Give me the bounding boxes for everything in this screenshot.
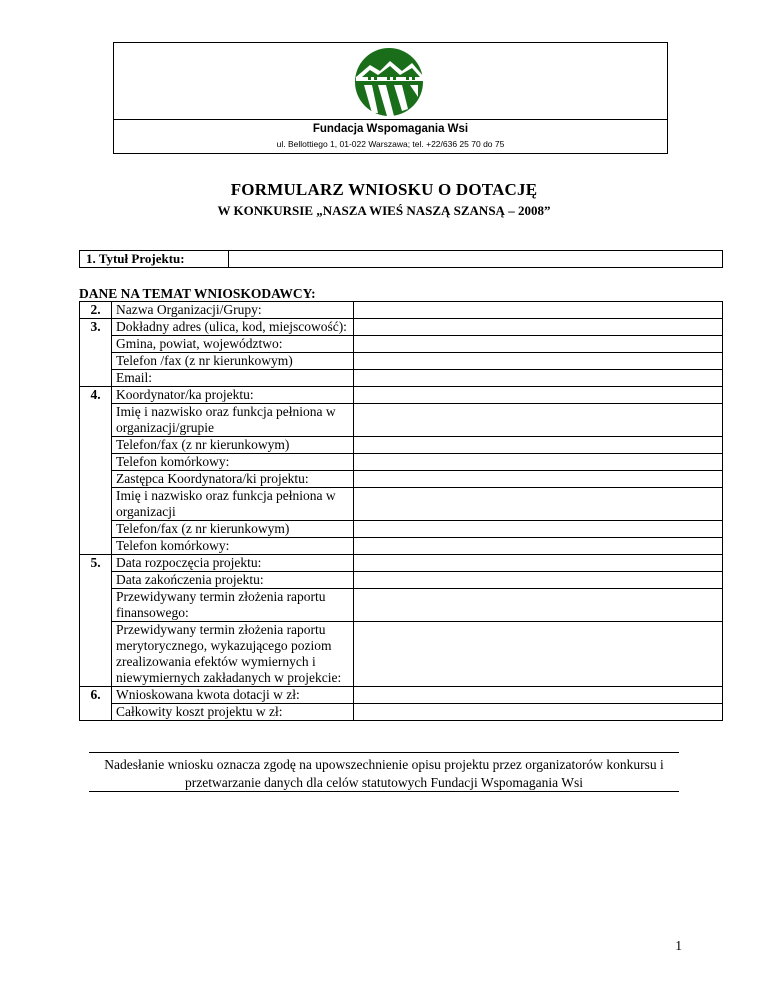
project-title-label: 1. Tytuł Projektu:	[80, 251, 229, 267]
table-row	[80, 353, 723, 370]
row-label: Zastępca Koordynatora/ki projektu:	[112, 471, 354, 488]
row-number	[80, 704, 112, 721]
row-value-field[interactable]	[354, 302, 723, 319]
row-label: Koordynator/ka projektu:	[112, 387, 354, 404]
row-number	[80, 353, 112, 370]
row-number	[80, 471, 112, 488]
table-row	[80, 555, 723, 572]
row-number	[80, 589, 112, 622]
table-row	[80, 704, 723, 721]
table-row	[80, 336, 723, 353]
row-label: Telefon/fax (z nr kierunkowym)	[112, 521, 354, 538]
table-row	[80, 521, 723, 538]
applicant-heading: DANE NA TEMAT WNIOSKODAWCY:	[79, 286, 316, 301]
row-value-field[interactable]	[354, 488, 723, 521]
row-value-field[interactable]	[354, 521, 723, 538]
row-number: 5.	[80, 555, 112, 572]
row-label: Telefon/fax (z nr kierunkowym)	[112, 437, 354, 454]
row-value-field[interactable]	[354, 353, 723, 370]
row-number: 6.	[80, 687, 112, 704]
table-row	[80, 538, 723, 555]
row-value-field[interactable]	[354, 704, 723, 721]
row-label: Imię i nazwisko oraz funkcja pełniona w organizacji	[112, 488, 354, 521]
row-label: Całkowity koszt projektu w zł:	[112, 704, 354, 721]
row-number	[80, 336, 112, 353]
project-title-field[interactable]	[229, 251, 722, 267]
row-value-field[interactable]	[354, 471, 723, 488]
logo-area	[114, 43, 667, 119]
row-number: 2.	[80, 302, 112, 319]
row-value-field[interactable]	[354, 437, 723, 454]
table-row	[80, 454, 723, 471]
table-row	[80, 572, 723, 589]
row-value-field[interactable]	[354, 622, 723, 687]
row-number	[80, 488, 112, 521]
row-number	[80, 454, 112, 471]
consent-bottom-rule	[89, 791, 679, 792]
table-row	[80, 437, 723, 454]
consent-note: Nadesłanie wniosku oznacza zgodę na upowszechnienie opisu projektu przez organizatorów konkursu i przetwarzanie danych dla celów statutowych Fundacji Wspomagania Wsi	[104, 757, 664, 790]
row-value-field[interactable]	[354, 572, 723, 589]
consent-top-rule	[89, 752, 679, 753]
row-label: Przewidywany termin złożenia raportu finansowego:	[112, 589, 354, 622]
page-number: 1	[675, 938, 682, 953]
row-number	[80, 521, 112, 538]
table-row	[80, 302, 723, 319]
row-number: 3.	[80, 319, 112, 336]
row-label: Gmina, powiat, województwo:	[112, 336, 354, 353]
row-value-field[interactable]	[354, 687, 723, 704]
row-number	[80, 437, 112, 454]
table-row	[80, 589, 723, 622]
row-number	[80, 404, 112, 437]
row-number	[80, 538, 112, 555]
header-divider	[114, 119, 667, 120]
row-value-field[interactable]	[354, 404, 723, 437]
form-title: FORMULARZ WNIOSKU O DOTACJĘ	[230, 180, 538, 199]
applicant-table	[79, 301, 723, 721]
row-label: Telefon komórkowy:	[112, 538, 354, 555]
form-subtitle: W KONKURSIE „NASZA WIEŚ NASZĄ SZANSĄ – 2008”	[217, 203, 551, 218]
row-label: Telefon komórkowy:	[112, 454, 354, 471]
header-box	[113, 42, 668, 154]
table-row	[80, 319, 723, 336]
row-label: Nazwa Organizacji/Grupy:	[112, 302, 354, 319]
row-label: Email:	[112, 370, 354, 387]
organization-address: ul. Bellottiego 1, 01-022 Warszawa; tel. +22/636 25 70 do 75	[276, 139, 505, 149]
row-label: Dokładny adres (ulica, kod, miejscowość):	[112, 319, 354, 336]
row-number	[80, 622, 112, 687]
organization-name: Fundacja Wspomagania Wsi	[312, 123, 469, 135]
row-number	[80, 370, 112, 387]
row-value-field[interactable]	[354, 370, 723, 387]
row-number	[80, 572, 112, 589]
row-value-field[interactable]	[354, 336, 723, 353]
table-row	[80, 370, 723, 387]
row-label: Imię i nazwisko oraz funkcja pełniona w organizacji/grupie	[112, 404, 354, 437]
row-number: 4.	[80, 387, 112, 404]
row-label: Telefon /fax (z nr kierunkowym)	[112, 353, 354, 370]
table-row	[80, 471, 723, 488]
row-label: Wnioskowana kwota dotacji w zł:	[112, 687, 354, 704]
row-value-field[interactable]	[354, 538, 723, 555]
row-label: Data zakończenia projektu:	[112, 572, 354, 589]
row-value-field[interactable]	[354, 454, 723, 471]
table-row	[80, 488, 723, 521]
table-row	[80, 622, 723, 687]
row-value-field[interactable]	[354, 589, 723, 622]
table-row	[80, 687, 723, 704]
fww-logo-icon	[348, 47, 430, 117]
row-label: Przewidywany termin złożenia raportu merytorycznego, wykazującego poziom zrealizowania efektów wymiernych i niewymiernych zakładanych w projekcie:	[112, 622, 354, 687]
row-value-field[interactable]	[354, 387, 723, 404]
row-label: Data rozpoczęcia projektu:	[112, 555, 354, 572]
table-row	[80, 404, 723, 437]
row-value-field[interactable]	[354, 319, 723, 336]
row-value-field[interactable]	[354, 555, 723, 572]
table-row	[80, 387, 723, 404]
project-title-row	[79, 250, 723, 268]
